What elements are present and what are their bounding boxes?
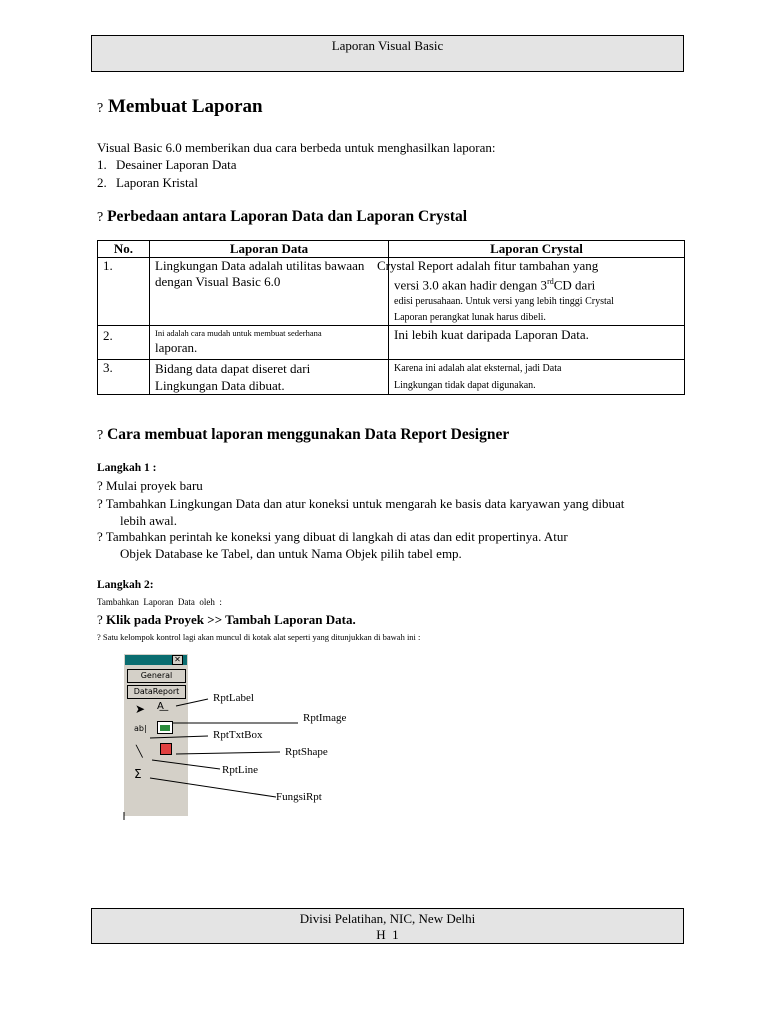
step1-item: ? Tambahkan perintah ke koneksi yang dibuat di langkah di atas dan edit propertinya. Atur	[97, 529, 568, 544]
bullet-mark: ?	[97, 612, 103, 627]
cell-no: 2.	[98, 326, 150, 360]
step2-label: Langkah 2:	[97, 579, 154, 591]
cell-line: laporan.	[155, 340, 198, 356]
rpttxtbox-icon[interactable]: ab|	[134, 724, 147, 733]
callout-line-rptline	[152, 760, 220, 769]
footer-line1: Divisi Pelatihan, NIC, New Delhi	[299, 911, 476, 926]
section-title-text: Membuat Laporan	[107, 96, 263, 117]
cell-line: Lingkungan tidak dapat digunakan.	[394, 380, 536, 392]
pointer-icon[interactable]: ➤	[135, 702, 146, 716]
callout-line-rpttxtbox	[150, 736, 208, 738]
bullet-mark: ?	[97, 210, 104, 225]
cell-text: versi 3.0 akan hadir dengan 3	[394, 277, 548, 293]
cell-line: Lingkungan Data adalah utilitas bawaan	[155, 258, 365, 273]
list-number: 2.	[97, 175, 107, 190]
step1-item-continued: lebih awal.	[120, 513, 178, 528]
column-header-laporan-crystal: Laporan Crystal	[389, 241, 685, 258]
label-rpttxtbox: RptTxtBox	[213, 729, 263, 741]
callout-line-fungsirpt	[150, 778, 276, 797]
cell-text: CD dari	[553, 277, 596, 293]
step1-label: Langkah 1 :	[97, 462, 157, 474]
column-header-laporan-data: Laporan Data	[150, 241, 389, 258]
intro-text: Visual Basic 6.0 memberikan dua cara berbeda untuk menghasilkan laporan:	[97, 140, 496, 155]
rptline-icon[interactable]: ╲	[136, 745, 143, 758]
step1-item: ? Tambahkan Lingkungan Data dan atur koneksi untuk mengarah ke basis data karyawan yang dibuat	[97, 496, 625, 511]
page-footer	[91, 908, 684, 944]
step1-item: ? Mulai proyek baru	[97, 478, 203, 493]
label-rptimage: RptImage	[303, 712, 347, 724]
bullet-mark: ?	[97, 428, 104, 443]
label-rptlabel: RptLabel	[213, 692, 254, 704]
list-text: Desainer Laporan Data	[116, 157, 237, 172]
cell-line: Crystal Report adalah fitur tambahan yang	[377, 258, 599, 273]
cell-line: dengan Visual Basic 6.0	[155, 274, 281, 289]
bullet-mark: ?	[97, 101, 104, 116]
tab-general[interactable]: General	[127, 669, 186, 683]
cell-line: Laporan perangkat lunak harus dibeli.	[394, 312, 546, 324]
step1-item-continued: Objek Database ke Tabel, dan untuk Nama Objek pilih tabel emp.	[120, 546, 462, 561]
superscript: rd	[547, 277, 554, 286]
section-title-text: Perbedaan antara Laporan Data dan Laporan Crystal	[107, 208, 468, 225]
cell-line: Karena ini adalah alat eksternal, jadi Data	[394, 363, 562, 375]
fungsirpt-icon[interactable]: Σ	[134, 767, 142, 781]
step2-note: ? Satu kelompok kontrol lagi akan muncul di kotak alat seperti yang ditunjukkan di bawah ini :	[97, 632, 421, 642]
list-text: Laporan Kristal	[116, 175, 198, 190]
cell-line: edisi perusahaan. Untuk versi yang lebih tinggi Crystal	[394, 296, 614, 308]
tab-datareport[interactable]: DataReport	[127, 685, 186, 699]
callout-line-rptshape	[176, 752, 280, 754]
cell-line: Ini lebih kuat daripada Laporan Data.	[394, 327, 589, 343]
header-title: Laporan Visual Basic	[331, 38, 444, 53]
cell-line: Ini adalah cara mudah untuk membuat sederhana	[155, 328, 322, 339]
close-icon[interactable]: ✕	[172, 655, 183, 665]
label-rptshape: RptShape	[285, 746, 328, 758]
cell-no: 1.	[98, 258, 150, 326]
label-fungsirpt: FungsiRpt	[276, 791, 322, 803]
footer-page-number: H 1	[376, 927, 399, 942]
section-title-text: Cara membuat laporan menggunakan Data Report Designer	[107, 426, 510, 443]
cell-line: Lingkungan Data dibuat.	[155, 378, 285, 394]
column-header-no: No.	[98, 241, 150, 258]
click-instruction-text: Klik pada Proyek >> Tambah Laporan Data.	[106, 612, 356, 627]
cell-no: 3.	[98, 360, 150, 395]
step2-sub: Tambahkan Laporan Data oleh :	[97, 597, 222, 607]
callout-line-rptlabel	[176, 699, 208, 706]
rptlabel-icon[interactable]: A͟	[157, 701, 164, 712]
cell-line: Bidang data dapat diseret dari	[155, 361, 311, 377]
label-rptline: RptLine	[222, 764, 259, 776]
list-number: 1.	[97, 157, 107, 172]
